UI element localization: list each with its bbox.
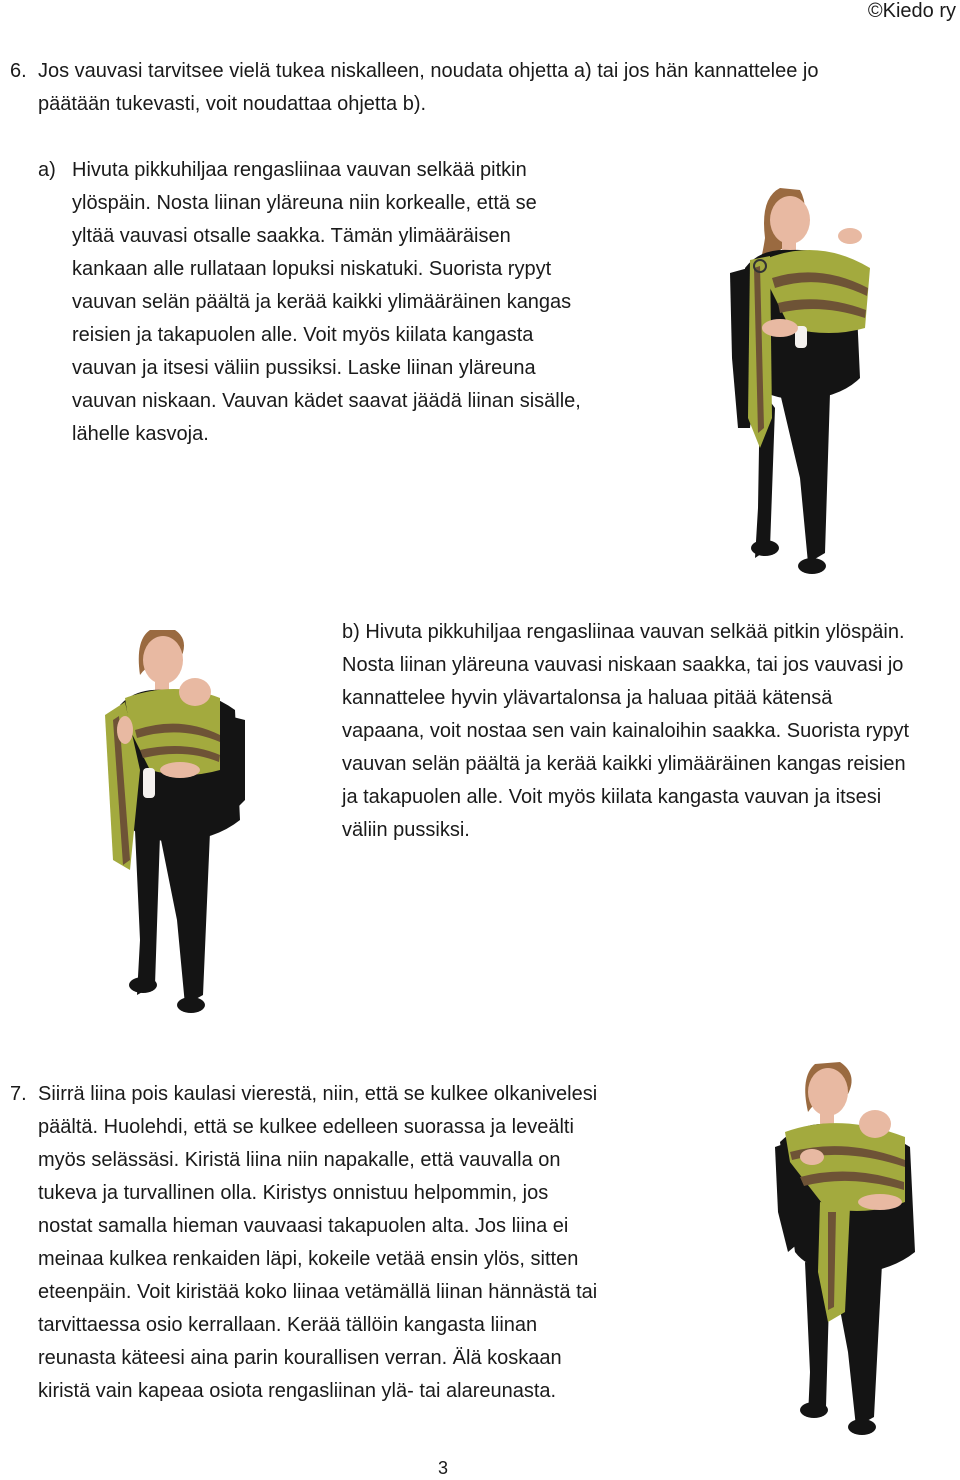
photo-sling-option-a [720,178,880,578]
text-line: vauvan selän päältä ja kerää kaikki ylimääräinen kangas [72,291,572,313]
step-6-intro [38,55,910,121]
text-line: päätään tukevasti, voit noudattaa ohjetta b). [38,93,427,115]
step-7-number: 7. [10,1083,27,1105]
text-line: vauvan niskaan. Vauvan kädet saavat jäädä liinan sisälle, [72,390,581,412]
copyright-notice: ©Kiedo ry [867,0,956,22]
text-line: kannattelee hyvin ylävartalonsa ja haluaa pitää kätensä [342,687,833,709]
text-line: ja takapuolen alle. Voit myös kiilata kangasta vauvan ja itsesi [342,786,882,808]
option-b-text [342,616,952,847]
text-line: vauvan ja itsesi väliin pussiksi. Laske liinan yläreuna [72,357,536,379]
text-line: Jos vauvasi tarvitsee vielä tukea niskalleen, noudata ohjetta a) tai jos hän kannattelee jo [38,60,819,82]
photo-sling-option-b [95,620,255,1020]
text-line: Siirrä liina pois kaulasi vierestä, niin, että se kulkee olkanivelesi [38,1083,598,1105]
text-line: Hivuta pikkuhiljaa rengasliinaa vauvan selkää pitkin [72,159,527,181]
text-line: kankaan alle rullataan lopuksi niskatuki. Suorista rypyt [72,258,552,280]
text-line: myös selässäsi. Kiristä liina niin napakalle, että vauvalla on [38,1149,561,1171]
text-line: tukeva ja turvallinen olla. Kiristys onnistuu helpommin, jos [38,1182,549,1204]
text-line: väliin pussiksi. [342,819,470,841]
text-line: reunasta käteesi aina parin kourallisen verran. Älä koskaan [38,1347,562,1369]
text-line: vapaana, voit nostaa sen vain kainaloihin saakka. Suorista rypyt [342,720,910,742]
text-line: tarvittaessa osio kerrallaan. Kerää tällöin kangasta liinan [38,1314,538,1336]
text-line: b) Hivuta pikkuhiljaa rengasliinaa vauvan selkää pitkin ylöspäin. [342,621,905,643]
page-number: 3 [438,1458,449,1478]
text-line: vauvan selän päältä ja kerää kaikki ylimääräinen kangas reisien [342,753,906,775]
text-line: lähelle kasvoja. [72,423,209,445]
option-a-text [72,154,678,451]
step-6 [10,55,910,121]
text-line: eteenpäin. Voit kiristää koko liinaa vetämällä liinan hännästä tai [38,1281,598,1303]
option-a-marker: a) [38,159,56,181]
step-7-text [38,1078,670,1408]
option-b [342,616,952,847]
text-line: Nosta liinan yläreuna vauvasi niskaan saakka, tai jos vauvasi jo [342,654,904,676]
text-line: yltää vauvasi otsalle saakka. Tämän ylimääräisen [72,225,511,247]
text-line: ylöspäin. Nosta liinan yläreuna niin korkealle, että se [72,192,537,214]
step-7 [10,1078,670,1408]
option-a [38,154,678,451]
photo-sling-tightening [770,1052,930,1442]
text-line: kiristä vain kapeaa osiota rengasliinan ylä- tai alareunasta. [38,1380,557,1402]
text-line: meinaa kulkea renkaiden läpi, kokeile vetää ensin ylös, sitten [38,1248,579,1270]
text-line: reisien ja takapuolen alle. Voit myös kiilata kangasta [72,324,534,346]
step-6-number: 6. [10,60,27,82]
text-line: päältä. Huolehdi, että se kulkee edelleen suorassa ja leveälti [38,1116,574,1138]
text-line: nostat samalla hieman vauvaasi takapuolen alta. Jos liina ei [38,1215,569,1237]
